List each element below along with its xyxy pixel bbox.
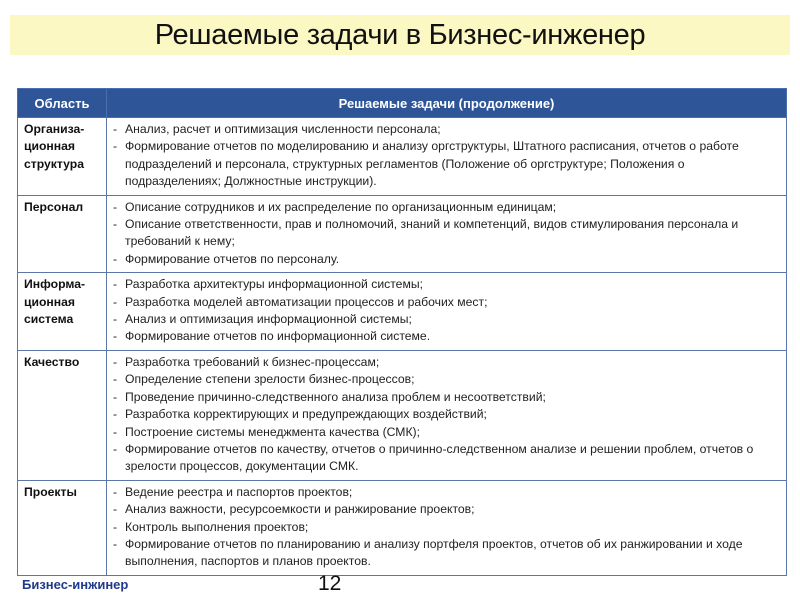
tasks-table (17, 88, 787, 576)
tasks-cell (107, 480, 787, 575)
task-item: - Анализ, расчет и оптимизация численности персонала; (113, 121, 780, 138)
task-item: - Контроль выполнения проектов; (113, 519, 780, 536)
area-cell: Информа-ционная система (18, 273, 107, 351)
tasks-list (113, 354, 780, 476)
task-item: - Анализ важности, ресурсоемкости и ранжирование проектов; (113, 501, 780, 518)
slide-title: Решаемые задачи в Бизнес-инженер (154, 18, 646, 51)
task-item: - Ведение реестра и паспортов проектов; (113, 484, 780, 501)
tasks-cell (107, 273, 787, 351)
task-item: - Описание ответственности, прав и полномочий, знаний и компетенций, видов стимулирования персонала и требований к нему; (113, 216, 780, 251)
task-item: - Разработка архитектуры информационной системы; (113, 276, 780, 293)
table-row (18, 350, 787, 480)
tasks-cell (107, 195, 787, 273)
tasks-list (113, 199, 780, 269)
task-item: - Разработка требований к бизнес-процессам; (113, 354, 780, 371)
tasks-list (113, 121, 780, 191)
tasks-list (113, 484, 780, 571)
tasks-list (113, 276, 780, 346)
task-item: - Формирование отчетов по моделированию и анализу оргструктуры, Штатного расписания, отчетов о работе подразделений и персонала, структурных регламентов (Положение об оргструктуре; Положения о подразделениях; Должностные инструкции). (113, 138, 780, 190)
task-item: - Разработка моделей автоматизации процессов и рабочих мест; (113, 294, 780, 311)
tasks-cell (107, 350, 787, 480)
table-header-row (18, 89, 787, 118)
table-row (18, 195, 787, 273)
area-cell: Проекты (18, 480, 107, 575)
page-number: 12 (318, 572, 342, 595)
header-area: Область (18, 89, 107, 118)
area-cell: Качество (18, 350, 107, 480)
task-item: - Проведение причинно-следственного анализа проблем и несоответствий; (113, 389, 780, 406)
area-cell: Организа-ционная структура (18, 118, 107, 196)
task-item: - Анализ и оптимизация информационной системы; (113, 311, 780, 328)
task-item: - Формирование отчетов по информационной системе. (113, 328, 780, 345)
table-row (18, 273, 787, 351)
task-item: - Описание сотрудников и их распределение по организационным единицам; (113, 199, 780, 216)
task-item: - Формирование отчетов по планированию и анализу портфеля проектов, отчетов об их ранжировании и ходе выполнения, паспортов и планов проектов. (113, 536, 780, 571)
task-item: - Формирование отчетов по качеству, отчетов о причинно-следственном анализе и решении проблем, отчетов о зрелости процессов, документации СМК. (113, 441, 780, 476)
task-item: - Разработка корректирующих и предупреждающих воздействий; (113, 406, 780, 423)
task-item: - Формирование отчетов по персоналу. (113, 251, 780, 268)
header-tasks: Решаемые задачи (продолжение) (107, 89, 787, 118)
table-row (18, 118, 787, 196)
table-row (18, 480, 787, 575)
title-band (10, 15, 790, 55)
tasks-cell (107, 118, 787, 196)
footer-brand: Бизнес-инжинер (22, 577, 129, 592)
area-cell: Персонал (18, 195, 107, 273)
task-item: - Определение степени зрелости бизнес-процессов; (113, 371, 780, 388)
task-item: - Построение системы менеджмента качества (СМК); (113, 424, 780, 441)
